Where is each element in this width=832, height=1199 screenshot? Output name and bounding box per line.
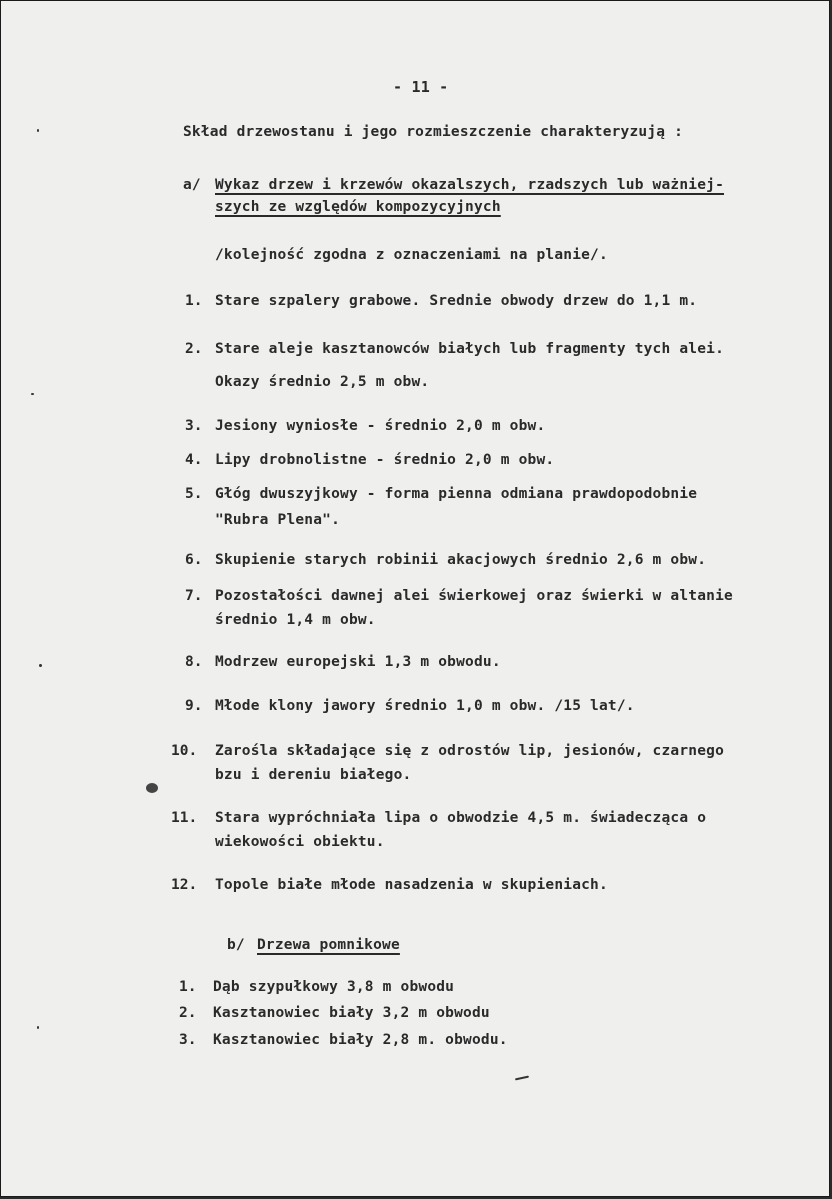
item-text: Lipy drobnolistne - średnio 2,0 m obw. (215, 452, 555, 468)
scan-speck (37, 1026, 39, 1029)
item-number: 10. (171, 743, 198, 759)
item-text: Młode klony jawory średnio 1,0 m obw. /15 lat/. (215, 698, 635, 714)
item-text: wiekowości obiektu. (215, 834, 385, 850)
item-number: 6. (185, 552, 203, 568)
item-text: Jesiony wyniosłe - średnio 2,0 m obw. (215, 418, 546, 434)
section-a-title-line1: Wykaz drzew i krzewów okazalszych, rzadszych lub ważniej- (215, 177, 724, 193)
item-text: Pozostałości dawnej alei świerkowej oraz świerki w altanie (215, 588, 733, 604)
item-text: Modrzew europejski 1,3 m obwodu. (215, 654, 501, 670)
b-item-text: Kasztanowiec biały 2,8 m. obwodu. (213, 1032, 508, 1048)
item-text: Głóg dwuszyjkowy - forma pienna odmiana prawdopodobnie (215, 486, 698, 502)
item-number: 5. (185, 486, 203, 502)
section-b-title: Drzewa pomnikowe (257, 937, 400, 953)
item-text: Skupienie starych robinii akacjowych średnio 2,6 m obw. (215, 552, 707, 568)
item-number: 1. (185, 293, 203, 309)
pencil-mark (515, 1076, 529, 1081)
item-text: Stara wypróchniała lipa o obwodzie 4,5 m. świadecząca o (215, 810, 707, 826)
item-number: 7. (185, 588, 203, 604)
item-text: Stare szpalery grabowe. Srednie obwody drzew do 1,1 m. (215, 293, 698, 309)
b-item-number: 2. (179, 1005, 197, 1021)
scan-speck (37, 129, 39, 132)
item-number: 9. (185, 698, 203, 714)
item-text: Zarośla składające się z odrostów lip, jesionów, czarnego (215, 743, 724, 759)
b-item-number: 1. (179, 979, 197, 995)
item-number: 8. (185, 654, 203, 670)
section-a-marker: a/ (183, 177, 201, 193)
scan-speck (39, 664, 42, 667)
page-number: - 11 - (393, 78, 449, 96)
item-text: średnio 1,4 m obw. (215, 612, 376, 628)
item-number: 3. (185, 418, 203, 434)
item-text: bzu i dereniu białego. (215, 767, 412, 783)
scan-speck (31, 393, 34, 395)
ink-blot (146, 783, 158, 793)
item-number: 11. (171, 810, 198, 826)
item-text: "Rubra Plena". (215, 512, 341, 528)
item-text: Okazy średnio 2,5 m obw. (215, 374, 430, 390)
section-a-title-line2: szych ze względów kompozycyjnych (215, 199, 501, 215)
b-item-text: Dąb szypułkowy 3,8 m obwodu (213, 979, 455, 995)
section-a-note: /kolejność zgodna z oznaczeniami na planie/. (215, 247, 608, 263)
item-text: Topole białe młode nasadzenia w skupieniach. (215, 877, 608, 893)
section-b-marker: b/ (227, 937, 245, 953)
item-number: 4. (185, 452, 203, 468)
item-text: Stare aleje kasztanowców białych lub fragmenty tych alei. (215, 341, 724, 357)
item-number: 12. (171, 877, 198, 893)
b-item-text: Kasztanowiec biały 3,2 m obwodu (213, 1005, 490, 1021)
intro-text: Skład drzewostanu i jego rozmieszczenie charakteryzują : (183, 124, 684, 140)
b-item-number: 3. (179, 1032, 197, 1048)
item-number: 2. (185, 341, 203, 357)
